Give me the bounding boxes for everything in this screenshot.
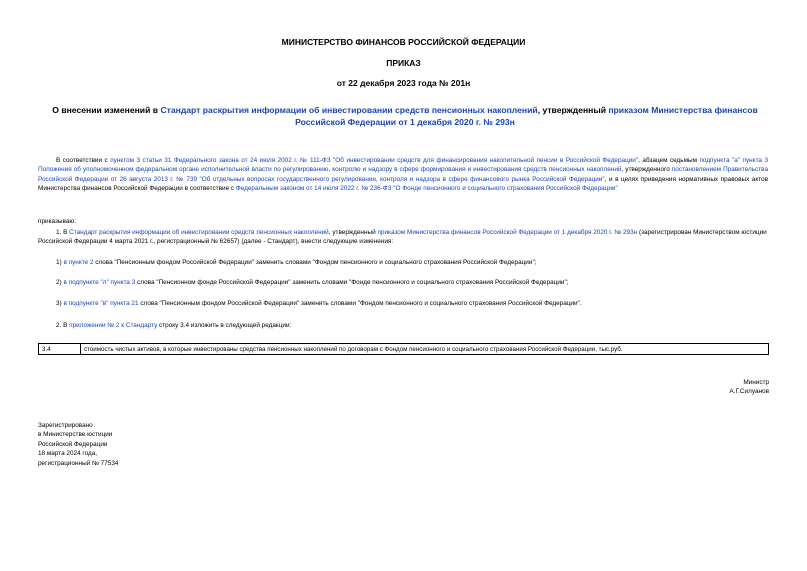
law-111fz-link[interactable]: пунктом 3 статьи 31 Федерального закона от 24 июля 2002 г. № 111-ФЗ "Об инвестировании средств для финансирования накопительной пенсии в Российской Федерации" xyxy=(110,157,639,164)
document-date-number: от 22 декабря 2023 года № 201н xyxy=(336,78,471,88)
order-word: приказываю: xyxy=(38,218,76,225)
subitem-3: 3) в подпункте "в" пункта 21 слова "Пенсионным фондом Российской Федерации" заменить словами "Фондом пенсионного и социального страхования Российской Федерации". xyxy=(56,300,582,307)
table-row-number: 3.4 xyxy=(39,344,81,354)
subitem-1: 1) в пункте 2 слова "Пенсионным фондом Российской Федерации" заменить словами "Фондом пенсионного и социального страхования Российской Федерации"; xyxy=(56,259,537,266)
item-2: 2. В приложении № 2 к Стандарту строку 3.4 изложить в следующей редакции: xyxy=(56,322,292,329)
document-title: О внесении изменений в Стандарт раскрытия информации об инвестировании средств пенсионных накоплений, утвержденный приказом Министерства финансов Российской Федерации от 1 декабря 2020 г. № 293н xyxy=(52,105,758,127)
point-3l-link[interactable]: в подпункте "л" пункта 3 xyxy=(63,279,136,286)
ministry-heading: МИНИСТЕРСТВО ФИНАНСОВ РОССИЙСКОЙ ФЕДЕРАЦИИ xyxy=(281,37,526,47)
signer-name: А.Г.Силуанов xyxy=(729,388,769,396)
law-236fz-link[interactable]: Федеральным законом от 14 июля 2022 г. № 236-ФЗ "О Фонде пенсионного и социального страхования Российской Федерации" xyxy=(235,185,618,193)
subitem-2: 2) в подпункте "л" пункта 3 слова "Пенсионном фонде Российской Федерации" заменить словами "Фонде пенсионного и социального страхования Российской Федерации"; xyxy=(56,279,569,286)
registration-block: Зарегистрировано в Министерстве юстиции Российской Федерации 18 марта 2024 года, регистрационный № 77534 xyxy=(38,422,119,467)
item1-order-link[interactable]: приказом Министерства финансов Российской Федерации от 1 декабря 2020 г. № 293н xyxy=(377,229,638,236)
resolution-739-link[interactable]: постановлением Правительства Российской Федерации от 26 августа 2013 г. № 739 "Об отдельных вопросах государственного регулирования, контроля и надзора в сфере финансового рынка Российской Федерации" xyxy=(38,166,769,183)
amendment-table-row xyxy=(38,343,769,355)
document-type: ПРИКАЗ xyxy=(386,58,421,68)
appendix-2-link[interactable]: приложении № 2 к Стандарту xyxy=(69,322,158,329)
order-293n-link[interactable]: приказом Министерства финансов Российской Федерации от 1 декабря 2020 г. № 293н xyxy=(295,105,758,127)
table-row-text: стоимость чистых активов, в которые инвестированы средства пенсионных накоплений по договорам с Фондом пенсионного и социального страхования Российской Федерации, тыс.руб. xyxy=(84,346,623,353)
signer-position: Министр xyxy=(743,379,769,386)
item-1: 1. В Стандарт раскрытия информации об инвестировании средств пенсионных накоплений, утвержденный приказом Министерства финансов Российской Федерации от 1 декабря 2020 г. № 293н (зарегистрирован Министерством юстиции Российской Федерации 4 марта 2021 г., регистрационный № 62657) (далее - Стандарт), внести следующие изменения: xyxy=(38,229,767,246)
regulation-link[interactable]: подпункта "а" пункта 3 Положения об уполномоченном федеральном органе исполнительной власти по регулированию, контролю и надзору в сфере формирования и инвестирования средств пенсионных накоплений xyxy=(38,157,769,174)
point-2-link[interactable]: в пункте 2 xyxy=(63,259,94,266)
item1-standard-link[interactable]: Стандарт раскрытия информации об инвестировании средств пенсионных накоплений xyxy=(69,229,329,236)
signature-block xyxy=(729,378,769,397)
preamble-paragraph: В соответствии с пунктом 3 статьи 31 Федерального закона от 24 июля 2002 г. № 111-ФЗ "Об инвестировании средств для финансирования накопительной пенсии в Российской Федерации", абзацем седьмым подпункта "а" пункта 3 Положения об уполномоченном федеральном органе исполнительной власти по регулированию, контролю и надзору в сфере формирования и инвестирования средств пенсионных накоплений, утвержденного постановлением Правительства Российской Федерации от 26 августа 2013 г. № 739 "Об отдельных вопросах государственного регулирования, контроля и надзора в сфере финансового рынка Российской Федерации", и в целях приведения нормативных правовых актов Министерства финансов Российской Федерации в соответствие с Федеральным законом от 14 июля 2022 г. № 236-ФЗ "О Фонде пенсионного и социального страхования Российской Федерации" xyxy=(38,157,769,193)
standard-link[interactable]: Стандарт раскрытия информации об инвестировании средств пенсионных накоплений xyxy=(160,105,538,115)
point-21v-link[interactable]: в подпункте "в" пункта 21 xyxy=(63,300,139,307)
